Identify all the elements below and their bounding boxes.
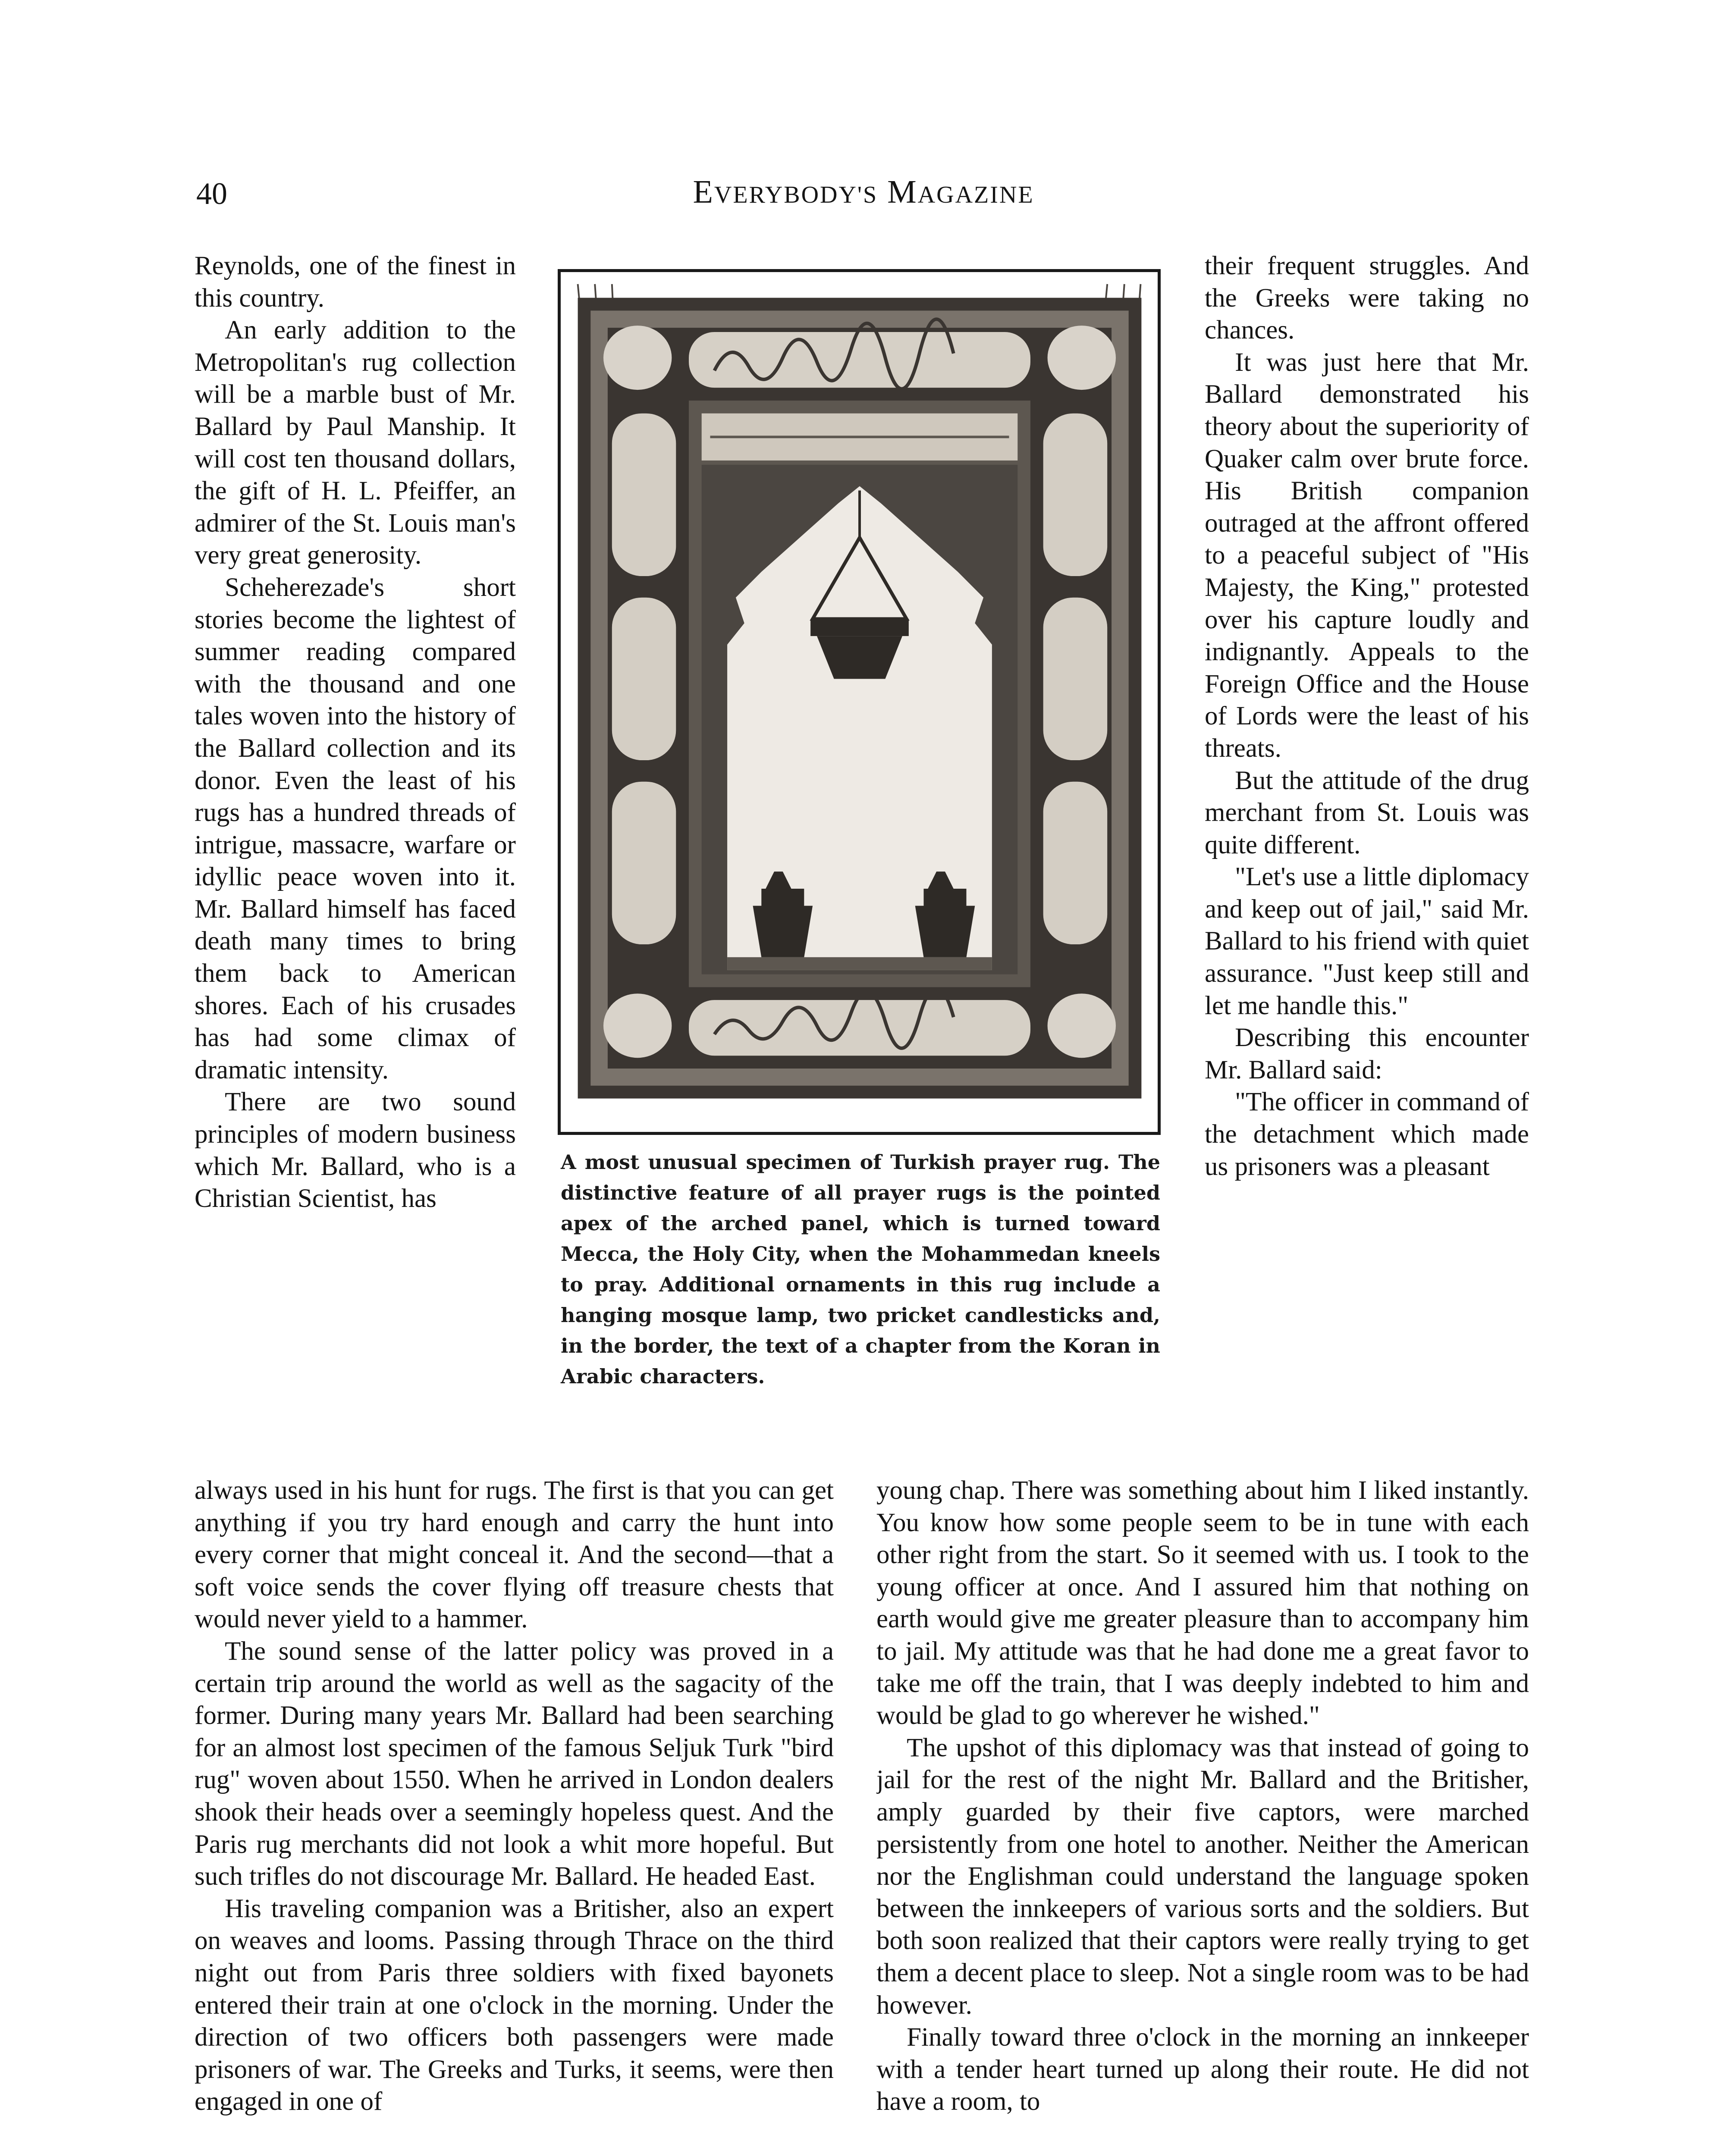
paragraph: His traveling companion was a Britisher, also an expert on weaves and looms. Passing through Thrace on the third night out from Paris three soldiers with fixed bayonets entered their train at one o'clock in the morning. Under the direction of two officers both passengers were made prisoners of war. The Greeks and Turks, it seems, were then engaged in one of xyxy=(195,1894,834,2116)
paragraph: But the attitude of the drug merchant from St. Louis was quite different. xyxy=(1205,766,1529,859)
paragraph: Reynolds, one of the finest in this country. xyxy=(195,251,516,313)
paragraph: Scheherezade's short stories become the lightest of summer reading compared with the thousand and one tales woven into the history of the Ballard collection and its donor. Even the least of his rugs has a hundred threads of intrigue, massacre, warfare or idyllic peace woven into it. Mr. Ballard himself has faced death many times to bring them back to American shores. Each of his crusades has had some climax of dramatic intensity. xyxy=(195,573,516,1084)
running-head-cap-2: M xyxy=(887,174,918,210)
prayer-rug-illustration xyxy=(561,272,1158,1132)
left-column xyxy=(195,250,516,1479)
paragraph: their frequent struggles. And the Greeks were taking no chances. xyxy=(1205,251,1529,345)
figure-caption: A most unusual specimen of Turkish prayer rug. The distinctive feature of all prayer rugs is the pointed apex of the arched panel, which is turned toward Mecca, the Holy City, when the Mohammedan kneels to pray. Additional ornaments in this rug include a hanging mosque lamp, two pricket candlesticks and, in the border, the text of a chapter from the Koran in Arabic characters. xyxy=(561,1150,1160,1388)
paragraph: Describing this encounter Mr. Ballard said: xyxy=(1205,1023,1529,1084)
running-head-smallcaps-2: AGAZINE xyxy=(917,182,1034,208)
paragraph: young chap. There was something about him I liked instantly. You know how some people seem to be in tune with each other right from the start. So it seemed with us. I took to the young officer at once. And I assured him that nothing on earth would give me greater pleasure than to accompany him to jail. My attitude was that he had done me a great favor to take me off the train, that I was deeply indebted to him and would be glad to go wherever he wished." xyxy=(876,1476,1529,1730)
paragraph: "Let's use a little diplomacy and keep out of jail," said Mr. Ballard to his friend with quiet assurance. "Just keep still and let me handle this." xyxy=(1205,862,1529,1020)
prayer-rug-photo xyxy=(558,269,1161,1135)
paragraph: It was just here that Mr. Ballard demonstrated his theory about the superiority of Quaker calm over brute force. His British companion outraged at the affront offered to a peaceful subject of "His Majesty, the King," protested over his capture loudly and indignantly. Appeals to the Foreign Office and the House of Lords were the least of his threats. xyxy=(1205,348,1529,763)
paragraph: always used in his hunt for rugs. The first is that you can get anything if you try hard enough and carry the hunt into every corner that might conceal it. And the second—that a soft voice sends the cover flying off treasure chests that would never yield to a hammer. xyxy=(195,1476,834,1634)
bottom-right-column xyxy=(876,1475,1529,2156)
running-head-cap-1: E xyxy=(693,174,714,210)
paragraph: The upshot of this diplomacy was that instead of going to jail for the rest of the night Mr. Ballard and the Britisher, amply guarded by their five captors, were marched persistently from one hotel to another. Neither the American nor the Englishman could understand the language spoken between the innkeepers of various sorts and the soldiers. But both soon realized that their captors were really trying to get them a decent place to sleep. Not a single room was to be had however. xyxy=(876,1733,1529,2020)
bottom-left-column xyxy=(195,1475,834,2156)
paragraph: There are two sound principles of modern business which Mr. Ballard, who is a Christian Scientist, has xyxy=(195,1087,516,1213)
paragraph: "The officer in command of the detachment which made us prisoners was a pleasant xyxy=(1205,1087,1529,1181)
right-column xyxy=(1205,250,1529,1479)
paragraph: The sound sense of the latter policy was proved in a certain trip around the world as well as the sagacity of the former. During many years Mr. Ballard had been searching for an almost lost specimen of the famous Seljuk Turk "bird rug" woven about 1550. When he arrived in London dealers shook their heads over a seemingly hopeless quest. And the Paris rug merchants did not look a whit more hopeful. But such trifles do not discourage Mr. Ballard. He headed East. xyxy=(195,1636,834,1891)
running-head xyxy=(0,173,1727,211)
running-head-smallcaps-1: VERYBODY'S xyxy=(714,182,878,208)
paragraph: An early addition to the Metropolitan's rug collection will be a marble bust of Mr. Ballard by Paul Manship. It will cost ten thousand dollars, the gift of H. L. Pfeiffer, an admirer of the St. Louis man's very great generosity. xyxy=(195,316,516,570)
page-number: 40 xyxy=(196,176,227,211)
paragraph: Finally toward three o'clock in the morning an innkeeper with a tender heart turned up along their route. He did not have a room, to xyxy=(876,2023,1529,2116)
